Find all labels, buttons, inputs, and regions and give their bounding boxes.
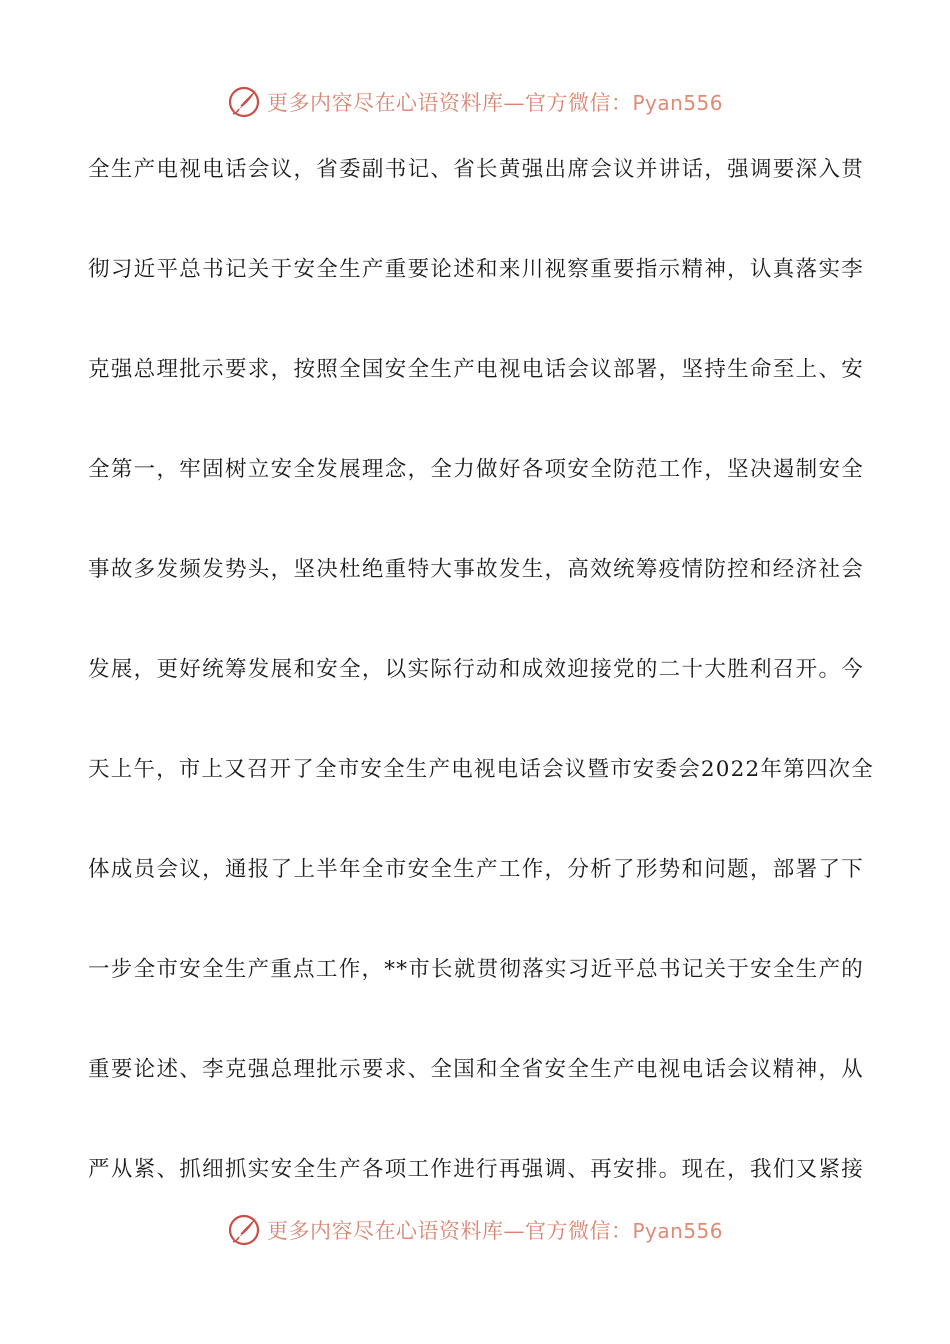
body-line: 严从紧、抓细抓实安全生产各项工作进行再强调、再安排。现在，我们又紧接 [88,1157,864,1182]
body-line: 全生产电视电话会议，省委副书记、省长黄强出席会议并讲话，强调要深入贯 [88,157,864,182]
body-line: 克强总理批示要求，按照全国安全生产电视电话会议部署，坚持生命至上、安 [88,357,864,382]
banner-text [267,1215,723,1245]
body-line: 发展，更好统筹发展和安全，以实际行动和成效迎接党的二十大胜利召开。今 [88,657,864,682]
banner-wechat-id: Pyan556 [632,91,723,115]
body-line: 天上午，市上又召开了全市安全生产电视电话会议暨市安委会2022年第四次全 [88,757,874,782]
banner-label: 更多内容尽在心语资料库—官方微信： [266,1219,633,1243]
body-line: 一步全市安全生产重点工作，**市长就贯彻落实习近平总书记关于安全生产的 [88,957,864,982]
body-line: 全第一，牢固树立安全发展理念，全力做好各项安全防范工作，坚决遏制安全 [88,457,864,482]
quill-pen-icon [227,85,261,119]
document-body [88,148,874,1248]
banner-label: 更多内容尽在心语资料库—官方微信： [266,91,633,115]
banner-text [267,87,723,117]
body-line: 彻习近平总书记关于安全生产重要论述和来川视察重要指示精神，认真落实李 [88,257,864,282]
body-line: 重要论述、李克强总理批示要求、全国和全省安全生产电视电话会议精神，从 [88,1057,864,1082]
footer-watermark-banner [0,1210,950,1250]
banner-wechat-id: Pyan556 [632,1219,723,1243]
body-line: 事故多发频发势头，坚决杜绝重特大事故发生，高效统筹疫情防控和经济社会 [88,557,864,582]
quill-pen-icon [227,1213,261,1247]
body-line: 体成员会议，通报了上半年全市安全生产工作，分析了形势和问题，部署了下 [88,857,864,882]
header-watermark-banner [0,82,950,122]
